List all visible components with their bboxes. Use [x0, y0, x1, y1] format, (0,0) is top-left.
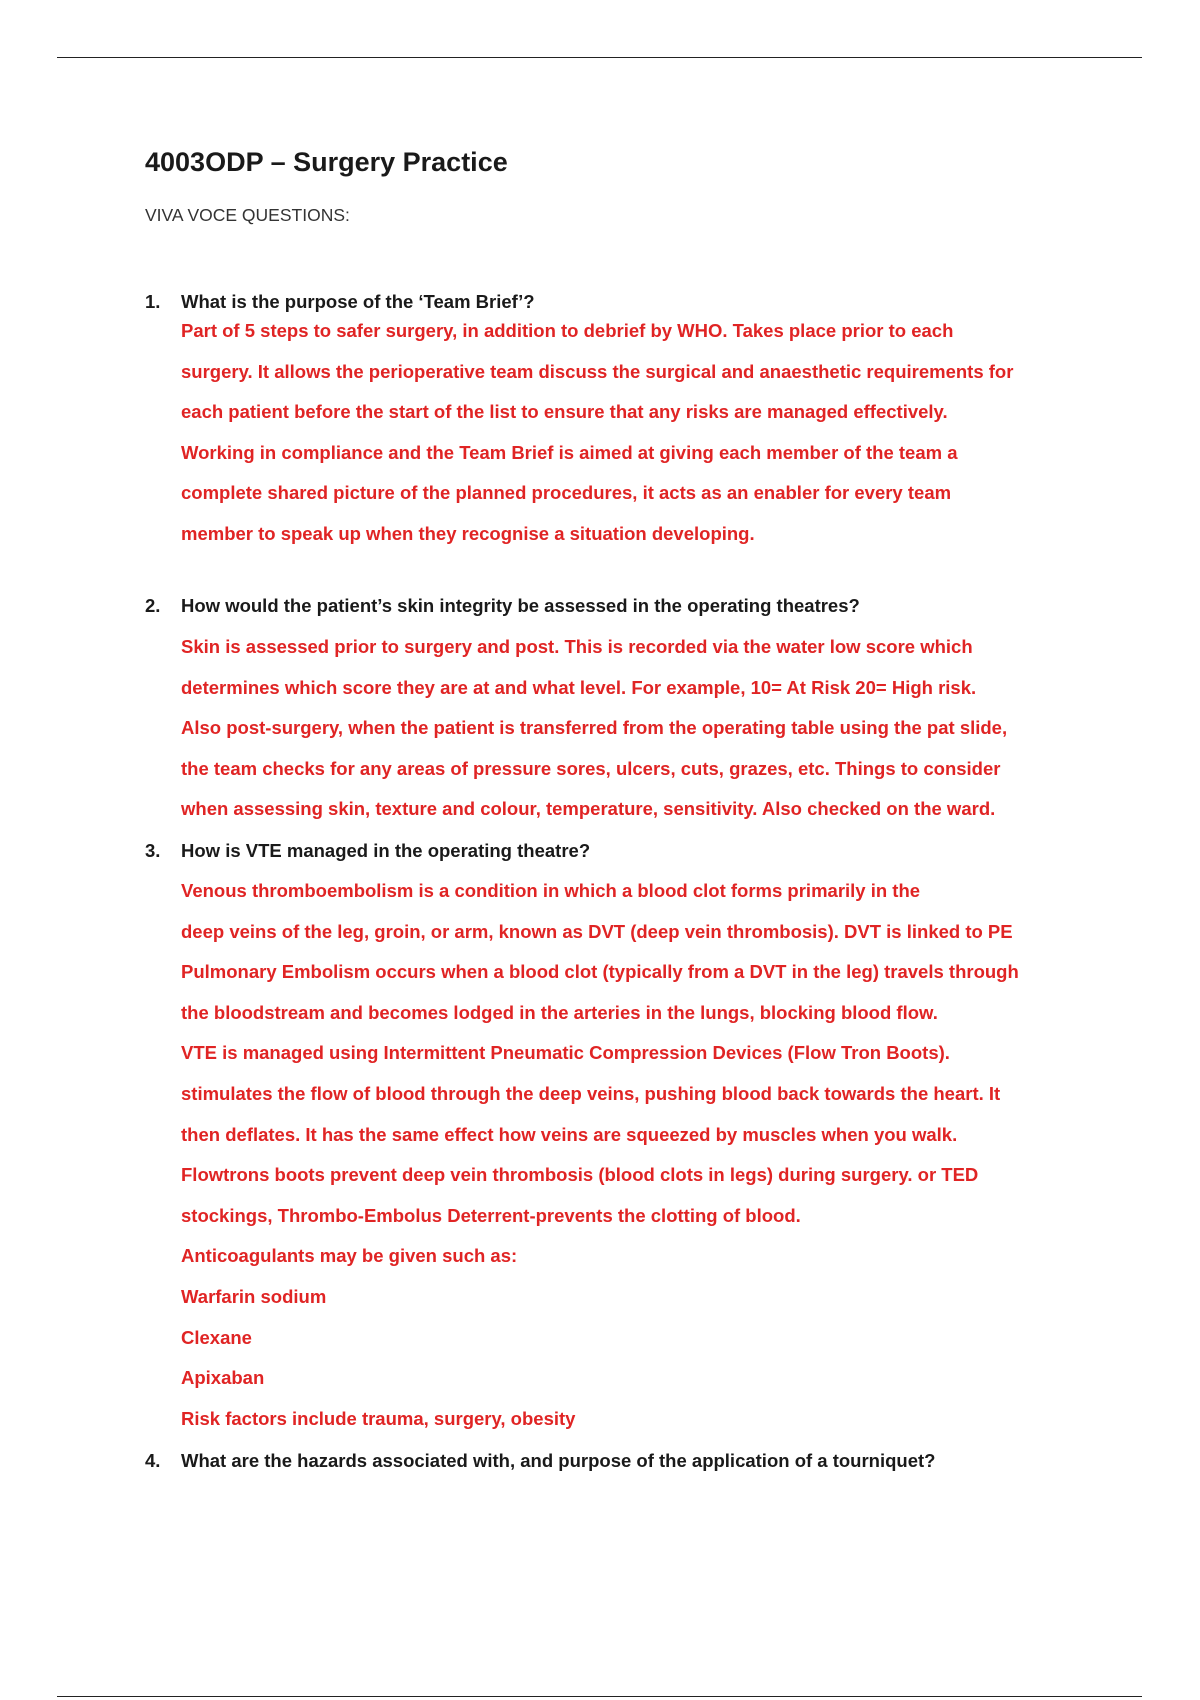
question-text: What are the hazards associated with, and purpose of the application of a tourniquet?: [181, 1450, 936, 1471]
answer-line: Anticoagulants may be given such as:: [181, 1245, 518, 1267]
answer-line: Clexane: [181, 1326, 252, 1348]
header-rule: [57, 57, 1142, 58]
page-title: 4003ODP – Surgery Practice: [145, 147, 508, 177]
answer-line: Working in compliance and the Team Brief is aimed at giving each member of the team a: [181, 441, 958, 463]
answer-line: Apixaban: [181, 1367, 265, 1389]
answer-line: Venous thromboembolism is a condition in which a blood clot forms primarily in the: [181, 880, 921, 901]
answer-line: VTE is managed using Intermittent Pneumatic Compression Devices (Flow Tron Boots).: [181, 1042, 950, 1064]
answer-line: determines which score they are at and what level. For example, 10= At Risk 20= High risk.: [181, 676, 977, 698]
answer-line: when assessing skin, texture and colour, temperature, sensitivity. Also checked on the ward.: [181, 798, 996, 820]
question-text: What is the purpose of the ‘Team Brief’?: [181, 291, 535, 312]
answer-line: member to speak up when they recognise a situation developing.: [181, 523, 755, 544]
answer-line: deep veins of the leg, groin, or arm, known as DVT (deep vein thrombosis). DVT is linked to PE: [181, 920, 1013, 942]
answer-line: Skin is assessed prior to surgery and post. This is recorded via the water low score which: [181, 636, 973, 657]
answer-line: surgery. It allows the perioperative team discuss the surgical and anaesthetic requirements for: [181, 360, 1014, 382]
question-number: 2.: [145, 595, 161, 616]
answer-line: stockings, Thrombo-Embolus Deterrent-prevents the clotting of blood.: [181, 1204, 801, 1226]
answer-line: each patient before the start of the list to ensure that any risks are managed effectively.: [181, 401, 948, 423]
answer-line: the team checks for any areas of pressure sores, ulcers, cuts, grazes, etc. Things to consider: [181, 757, 1001, 779]
answer-line: Also post-surgery, when the patient is transferred from the operating table using the pat slide,: [181, 717, 1008, 739]
question-text: How would the patient’s skin integrity be assessed in the operating theatres?: [181, 595, 860, 616]
answer-line: then deflates. It has the same effect how veins are squeezed by muscles when you walk.: [181, 1123, 958, 1145]
question-number: 3.: [145, 840, 161, 861]
answer-line: Risk factors include trauma, surgery, obesity: [181, 1407, 576, 1429]
answer-line: Part of 5 steps to safer surgery, in addition to debrief by WHO. Takes place prior to each: [181, 320, 954, 341]
answer-line: Warfarin sodium: [181, 1286, 327, 1307]
footer-rule: [57, 1696, 1142, 1697]
answer-line: Flowtrons boots prevent deep vein thrombosis (blood clots in legs) during surgery. or TED: [181, 1164, 979, 1186]
page-subtitle: VIVA VOCE QUESTIONS:: [145, 205, 350, 225]
question-number: 1.: [145, 291, 161, 312]
question-number: 4.: [145, 1450, 161, 1471]
answer-line: stimulates the flow of blood through the deep veins, pushing blood back towards the heart. It: [181, 1083, 1001, 1104]
question-text: How is VTE managed in the operating theatre?: [181, 840, 591, 861]
answer-line: complete shared picture of the planned procedures, it acts as an enabler for every team: [181, 482, 952, 504]
answer-line: the bloodstream and becomes lodged in the arteries in the lungs, blocking blood flow.: [181, 1001, 938, 1023]
answer-line: Pulmonary Embolism occurs when a blood clot (typically from a DVT in the leg) travels through: [181, 961, 1019, 983]
